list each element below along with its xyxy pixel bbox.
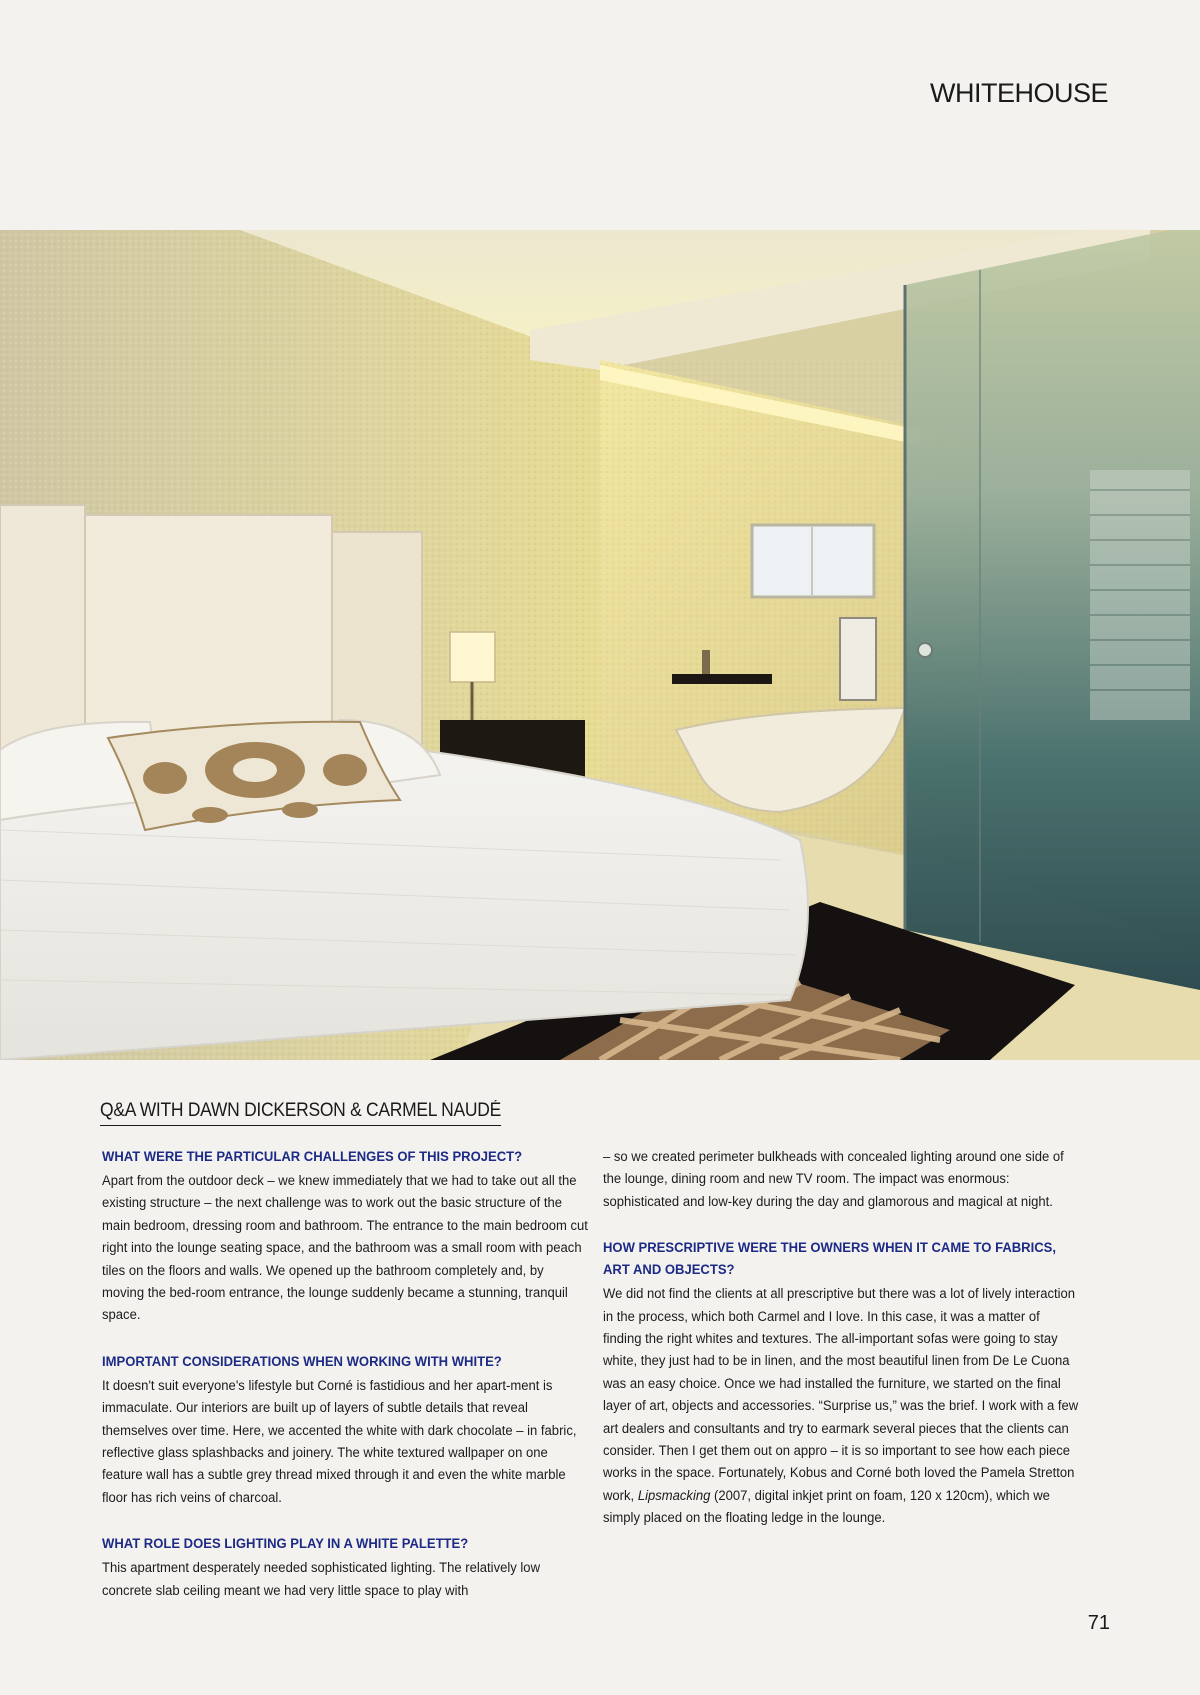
- artwork-title: Lipsmacking: [637, 1487, 711, 1504]
- page-number: 71: [1087, 1612, 1110, 1634]
- answer-4-part1: We did not find the clients at all prescriptive but there was a lot of lively interaction in the process, which both Carmel and I love. In this case, it was a matter of finding the right whites and textures. The all-important sofas were going to stay white, they just had to be in linen, and the most beautiful linen from De Le Cuona was an easy choice. Once we had installed the furniture, we started on the final layer of art, objects and accessories. “Surprise us,” was the brief. I work with a few art dealers and consultants and try to earmark several pieces that the clients can consider. Then I get them out on appro – it is so important to see how each piece works in the space. Fortunately, Kobus and Corné both loved the Pamela Stretton work,: [603, 1286, 1079, 1504]
- answer-2: It doesn't suit everyone's lifestyle but Corné is fastidious and her apart-ment is immaculate. Our interiors are built up of layers of subtle details that reveal themselves over time. Here, we accented the white with dark chocolate – in fabric, reflective glass splashbacks and joinery. The white textured wallpaper on one feature wall has a subtle grey thread mixed through it and even the white marble floor has rich veins of charcoal.: [102, 1377, 577, 1506]
- answer-1: Apart from the outdoor deck – we knew immediately that we had to take out all the existing structure – the next challenge was to work out the basic structure of the main bedroom, dressing room and bathroom. The entrance to the main bedroom cut right into the lounge seating space, and the bathroom was a small room with peach tiles on the floors and walls. We opened up the bathroom completely and, by moving the bed-room entrance, the lounge suddenly became a stunning, tranquil space.: [102, 1173, 588, 1324]
- question-2: IMPORTANT CONSIDERATIONS WHEN WORKING WITH WHITE?: [102, 1353, 502, 1370]
- right-column: [603, 1146, 1083, 1554]
- section-title: WHITEHOUSE: [929, 78, 1108, 108]
- answer-3: This apartment desperately needed sophisticated lighting. The relatively low concrete slab ceiling meant we had very little space to play with: [102, 1560, 540, 1599]
- answer-4-part2: (2007, digital inkjet print on foam, 120 x 120cm), which we simply placed on the floating ledge in the lounge.: [603, 1487, 1050, 1527]
- question-4: HOW PRESCRIPTIVE WERE THE OWNERS WHEN IT CAME TO FABRICS, ART AND OBJECTS?: [603, 1240, 1056, 1279]
- left-column: [102, 1146, 592, 1626]
- answer-3-continuation: – so we created perimeter bulkheads with concealed lighting around one side of the lounge, dining room and new TV room. The impact was enormous: sophisticated and low-key during the day and glamorous and magical at night.: [603, 1149, 1064, 1210]
- question-1: WHAT WERE THE PARTICULAR CHALLENGES OF THIS PROJECT?: [102, 1149, 523, 1165]
- question-3: WHAT ROLE DOES LIGHTING PLAY IN A WHITE PALETTE?: [102, 1536, 469, 1553]
- bedroom-photo: [0, 230, 1200, 1060]
- answer-4: [603, 1283, 1080, 1529]
- qa-heading: Q&A WITH DAWN DICKERSON & CARMEL NAUDÉ: [100, 1100, 501, 1126]
